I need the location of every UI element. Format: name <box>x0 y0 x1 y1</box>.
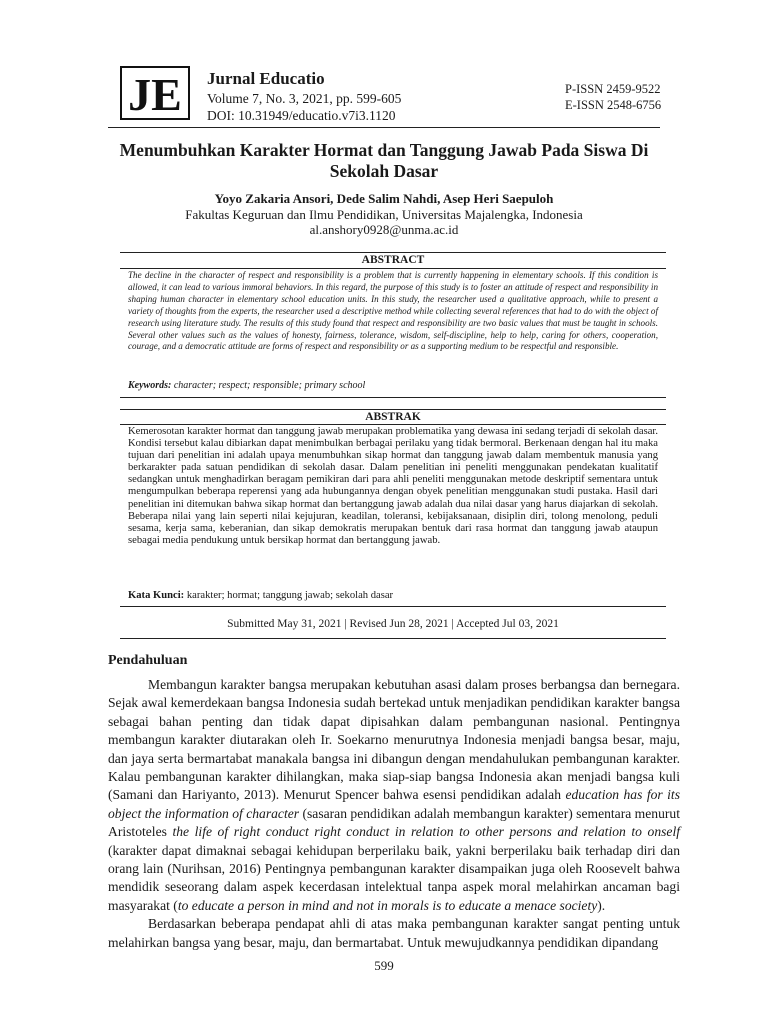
article-authors: Yoyo Zakaria Ansori, Dede Salim Nahdi, Asep Heri Saepuloh <box>214 191 554 206</box>
abstrak-top-rule <box>120 409 666 410</box>
page-number: 599 <box>374 958 394 973</box>
keywords-value: character; respect; responsible; primary school <box>173 380 366 391</box>
abstract-bottom-rule <box>120 397 666 398</box>
affiliation: Fakultas Keguruan dan Ilmu Pendidikan, Universitas Majalengka, Indonesia <box>185 207 583 222</box>
submission-dates: Submitted May 31, 2021 | Revised Jun 28, 2021 | Accepted Jul 03, 2021 <box>227 618 559 630</box>
journal-doi[interactable]: DOI: 10.31949/educatio.v7i3.1120 <box>207 108 396 123</box>
abstract-heading-rule <box>120 268 666 269</box>
journal-logo <box>120 66 190 120</box>
journal-name: Jurnal Educatio <box>207 69 325 88</box>
author-email[interactable]: al.anshory0928@unma.ac.id <box>309 222 459 237</box>
journal-volume: Volume 7, No. 3, 2021, pp. 599-605 <box>207 91 402 106</box>
logo-text: JE <box>128 69 182 120</box>
keywords-en <box>128 380 365 391</box>
abstract-heading: ABSTRACT <box>361 254 425 266</box>
abstract-top-rule <box>120 252 666 253</box>
section-heading: Pendahuluan <box>108 653 188 668</box>
abstrak-heading: ABSTRAK <box>365 411 421 423</box>
keywords-label: Keywords: <box>128 380 172 391</box>
dates-rule <box>120 638 666 639</box>
p-issn: P-ISSN 2459-9522 <box>565 82 661 96</box>
issn-block <box>565 81 661 113</box>
keywords-id <box>128 590 393 601</box>
abstrak-bottom-rule <box>120 606 666 607</box>
abstract-en-text: The decline in the character of respect and responsibility is a problem that is currently happening in elementary schools. If this condition is allowed, it can lead to various immoral behaviors. In this regard, the purpose of this study is to foster an attitude of respect and responsibility in shaping human character in elementary school education units. In this study, the researcher used a qualitative approach, while to present a variety of thoughts from the experts, the researcher used a descriptive method while collecting several references that had to do with the object of research using literature study. The results of this study found that respect and responsibility are two basic values that must be taught in schools. Several other values such as the values of honesty, fairness, tolerance, wisdom, self-discipline, help to help, caring for others, cooperation, courage, and a democratic attitude are forms of respect and responsibility or as a supporting medium to be respectful and responsible. <box>128 270 658 352</box>
journal-meta <box>207 90 401 124</box>
body-text <box>108 676 680 952</box>
paragraph-2: Berdasarkan beberapa pendapat ahli di atas maka pembangunan karakter sangat penting untuk melahirkan bangsa yang besar, maju, dan bermartabat. Untuk mewujudkannya pendidikan dipandang <box>108 916 680 950</box>
abstrak-heading-rule <box>120 424 666 425</box>
header-divider <box>108 127 660 128</box>
affiliation-block <box>108 207 660 237</box>
kata-kunci-label: Kata Kunci: <box>128 590 185 601</box>
article-title: Menumbuhkan Karakter Hormat dan Tanggung Jawab Pada Siswa Di Sekolah Dasar <box>119 140 649 181</box>
abstract-id-text: Kemerosotan karakter hormat dan tanggung jawab merupakan problematika yang dewasa ini sedang terjadi di sekolah dasar. Kondisi tersebut kalau dibiarkan dapat menimbulkan berbagai perilaku yang tidak bermoral. Berkenaan dengan hal itu maka tujuan dari penelitian ini adalah upaya menumbuhkan sikap hormat dan tanggung jawab dalam membentuk manusia yang berkarakter pada satuan pendidikan di sekolah dasar. Dalam penelitian ini peneliti menggunakan pendekatan kualitatif sedangkan untuk menghadirkan beragam pemikiran dari para ahli peneliti menggunakan metode deskriptif sementara untuk mengumpulkan beberapa reperensi yang ada hubungannya dengan obyek penelitian menggunakan studi pustaka. Hasil dari penelitian ini ditemukan bahwa sikap hormat dan bertanggung jawab adalah dua nilai dasar yang harus diajarkan di sekolah. Beberapa nilai yang lain seperti nilai kejujuran, keadilan, toleransi, kebijaksanaan, disiplin diri, tolong menolong, peduli sesama, kerja sama, keberanian, dan sikap demokratis merupakan bentuk dari rasa hormat dan tanggung jawab ataupun sebagai media pendukung untuk bersikap hormat dan bertanggung jawab. <box>128 426 658 546</box>
paragraph-1: Membangun karakter bangsa merupakan kebutuhan asasi dalam proses berbangsa dan bernegara. Sejak awal kemerdekaan bangsa Indonesia sudah bertekad untuk menjadikan pendidikan karakter bangsa sebagai bahan penting dan tidak dapat dipisahkan dalam pembangunan nasional. Pentingnya membangun karakter diutarakan oleh Ir. Soekarno menurutnya Indonesia menjadi bangsa besar, maju, dan jaya serta bermartabat manakala bangsa ini dibangun dengan mendahulukan pembangunan karakter. Kalau pembangunan karakter dihilangkan, maka siap-siap bangsa Indonesia akan menjadi bangsa kuli (Samani dan Hariyanto, 2013). Menurut Spencer bahwa esensi pendidikan adalah education has for its object the information of character (sasaran pendidikan adalah membangun karakter) sementara menurut Aristoteles the life of right conduct right conduct in relation to other persons and relation to onself (karakter dapat dimaknai sebagai kehidupan berperilaku baik, yakni berperilaku baik terhadap diri dan orang lain (Nurihsan, 2016) Pentingnya pembangunan karakter disampaikan juga oleh Roosevelt bahwa mendidik seseorang dalam aspek kecerdasan intelektual tanpa aspek moral melahirkan ancaman bagi masyarakat (to educate a person in mind and not in morals is to educate a menace society). <box>108 677 680 913</box>
kata-kunci-value: karakter; hormat; tanggung jawab; sekolah dasar <box>186 590 394 601</box>
e-issn: E-ISSN 2548-6756 <box>565 98 662 112</box>
